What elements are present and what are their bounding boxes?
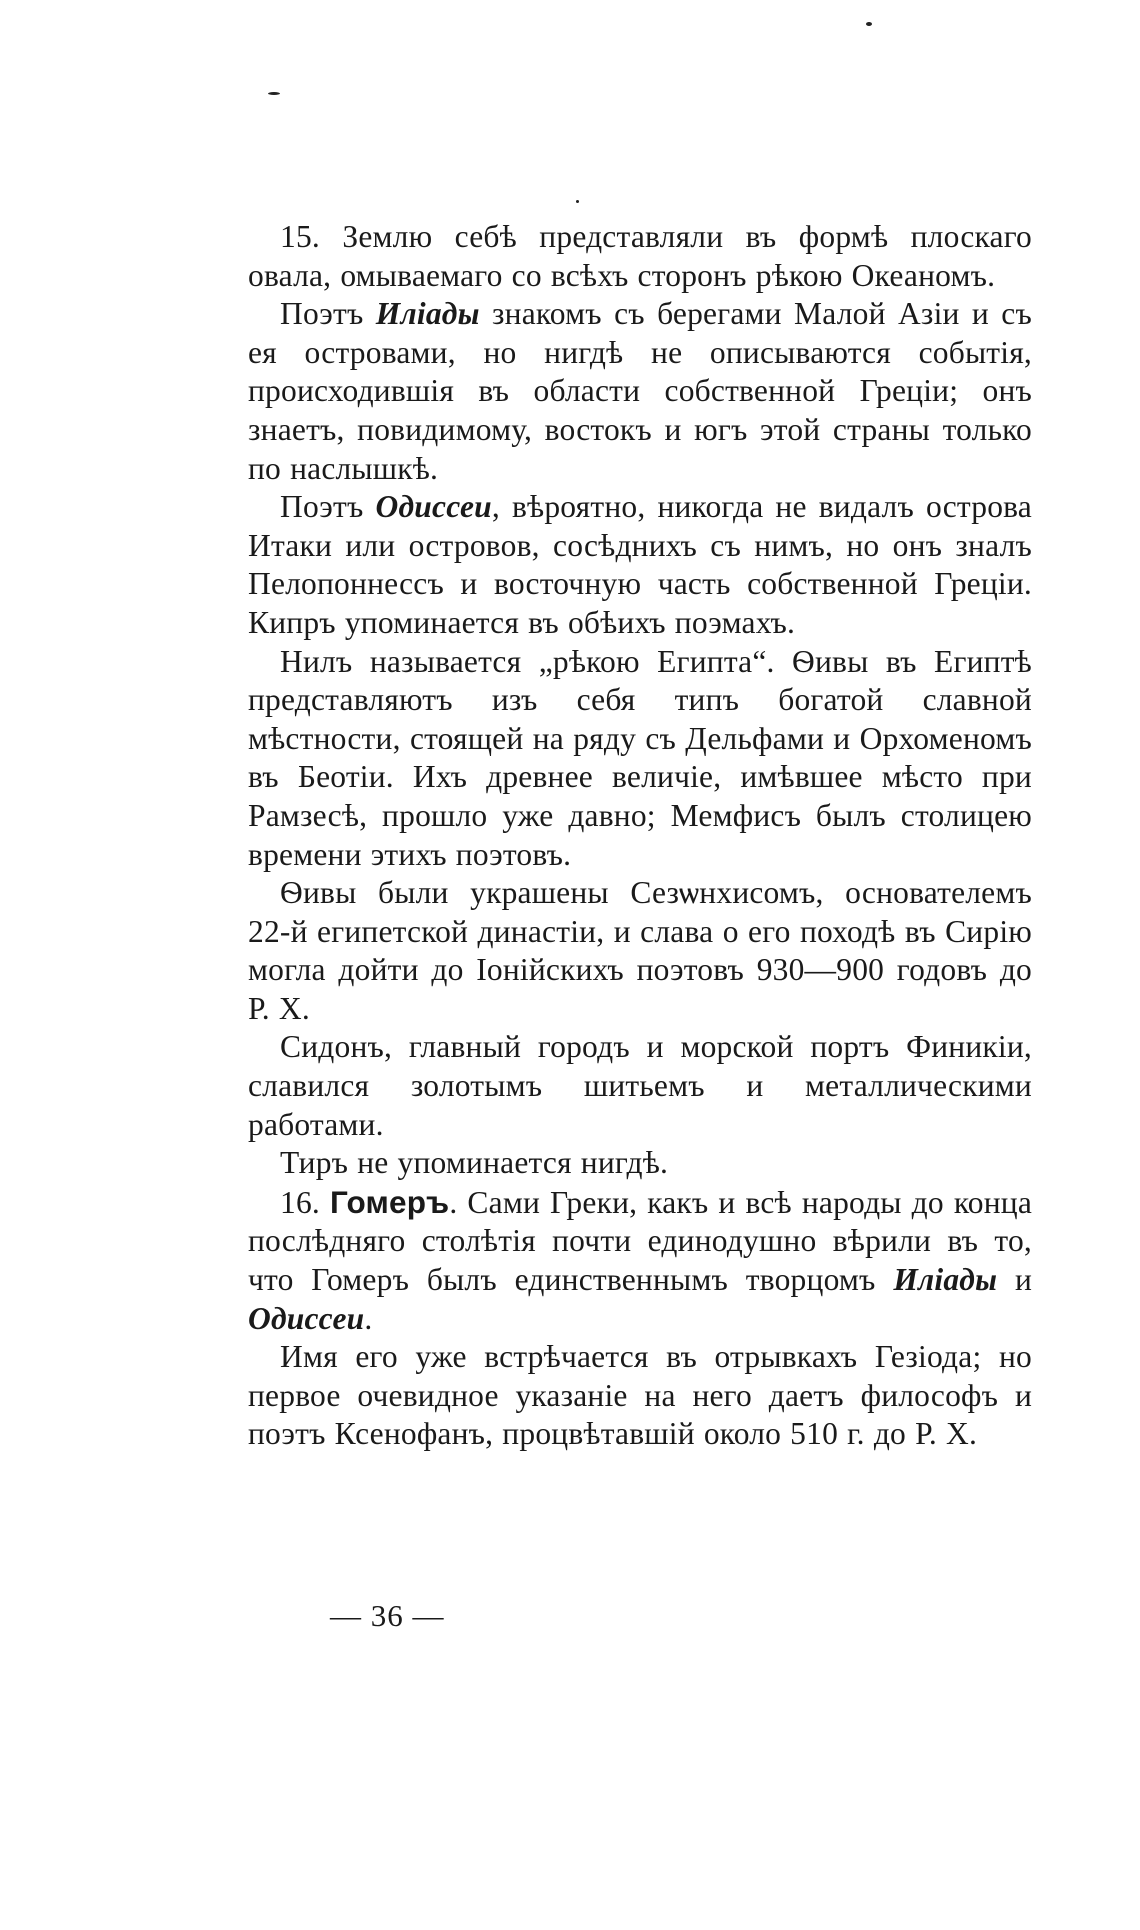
paragraph-text: Нилъ называется „рѣкою Египта“. Ѳивы въ Египтѣ представляютъ изъ себя типъ богатой славной мѣстности, стоящей на ряду съ Дельфами и Орхоменомъ въ Беотіи. Ихъ древнее величіе, имѣвшее мѣсто при Рамзесѣ, прошло уже давно; Мемфисъ былъ столицею времени этихъ поэтовъ. — [248, 643, 1032, 872]
paragraph-text: знакомъ съ берегами Малой Азіи и съ ея островами, но нигдѣ не описываются событія, происходившія въ области собственной Греціи; онъ знаетъ, повидимому, востокъ и югъ этой страны только по наслышкѣ. — [248, 296, 1032, 486]
section-heading: Гомеръ — [330, 1183, 450, 1220]
ink-speck — [268, 92, 280, 95]
paragraph-thebes — [248, 874, 1032, 1028]
paragraph-tyre — [248, 1144, 1032, 1183]
ink-speck — [866, 22, 872, 26]
paragraph-text: Сидонъ, главный городъ и морской портъ Финикіи, славился золотымъ шитьемъ и металлическими работами. — [248, 1029, 1032, 1142]
work-title: Одиссеи — [375, 489, 492, 525]
paragraph-text: и — [997, 1262, 1032, 1298]
paragraph-odyssey-poet — [248, 488, 1032, 642]
section-number: 16. — [280, 1184, 320, 1220]
paragraph-text: Землю себѣ представляли въ формѣ плоскаго овала, омываемаго со всѣхъ сторонъ рѣкою Океаномъ. — [248, 219, 1032, 293]
paragraph-sidon — [248, 1028, 1032, 1144]
paragraph-text: Тиръ не упоминается нигдѣ. — [280, 1145, 669, 1181]
paragraph-iliad-poet — [248, 295, 1032, 488]
paragraph-nile — [248, 643, 1032, 875]
paragraph-name — [248, 1338, 1032, 1454]
paragraph-15 — [248, 218, 1032, 295]
body-text — [248, 218, 1032, 1454]
work-title: Иліады — [375, 296, 480, 332]
paragraph-text: Ѳивы были украшены Сезѡнхисомъ, основателемъ 22-й египетской династіи, и слава о его походѣ въ Сирію могла дойти до Іонійскихъ поэтовъ 930—900 годовъ до Р. Х. — [248, 875, 1032, 1026]
paragraph-text: Поэтъ — [280, 296, 376, 332]
paragraph-text: Имя его уже встрѣчается въ отрывкахъ Гезіода; но первое очевидное указаніе на него даетъ философъ и поэтъ Ксенофанъ, процвѣтавшій около 510 г. до Р. Х. — [248, 1339, 1032, 1452]
paragraph-text: . Сами Греки, какъ и всѣ народы до конца послѣдняго столѣтія почти единодушно вѣрили въ то, что Гомеръ былъ единственнымъ творцомъ — [248, 1184, 1033, 1298]
page-number: — 36 — — [330, 1598, 445, 1633]
work-title: Одиссеи — [248, 1300, 365, 1336]
paragraph-text: . — [364, 1300, 373, 1336]
section-number: 15. — [280, 219, 320, 254]
paragraph-text: Поэтъ — [280, 489, 376, 525]
work-title: Иліады — [893, 1262, 998, 1298]
ink-speck — [576, 200, 579, 203]
paragraph-16 — [248, 1183, 1032, 1338]
paragraph-text: , вѣроятно, никогда не видалъ острова Итаки или островов, сосѣднихъ съ нимъ, но онъ зналъ Пелопоннессъ и восточную часть собственной Греціи. Кипръ упоминается въ обѣихъ поэмахъ. — [248, 489, 1032, 640]
